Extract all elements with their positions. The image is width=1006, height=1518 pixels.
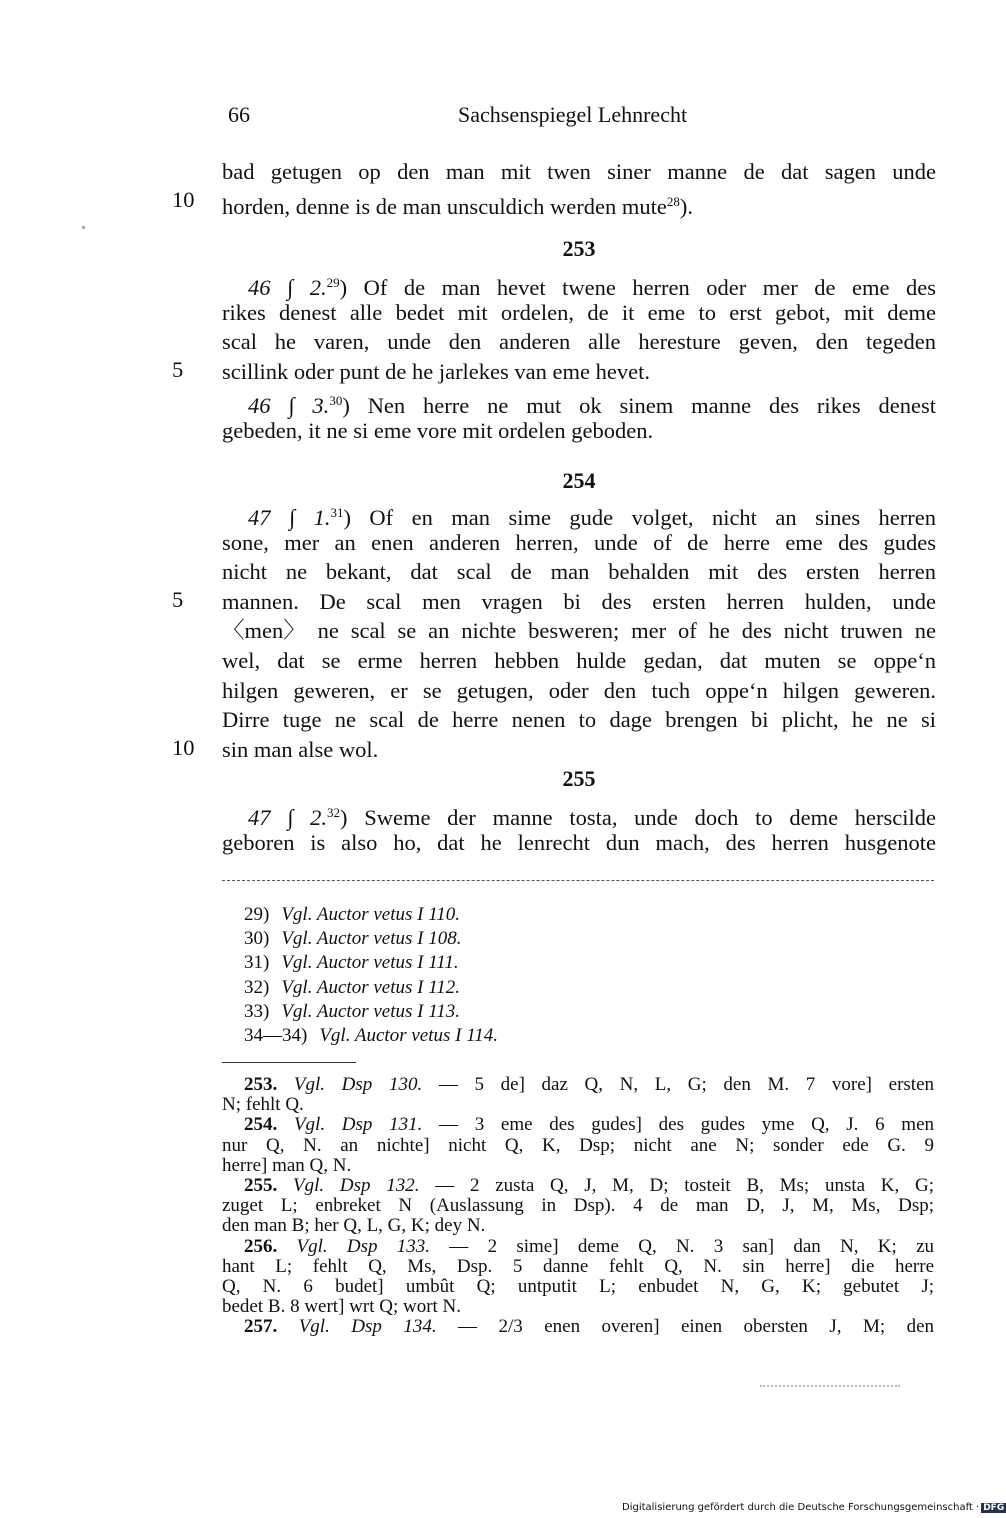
running-title: Sachsenspiegel Lehnrecht (458, 102, 688, 127)
scan-speck (82, 226, 85, 229)
section-number-253: 253 (562, 236, 596, 261)
apparatus-line: hant L; fehlt Q, Ms, Dsp. 5 danne fehlt Q, N. sin herre] die herre (222, 1255, 934, 1277)
footnote-item: 34—34) Vgl. Auctor vetus I 114. (244, 1025, 499, 1047)
footnote-marker: 32 (327, 805, 340, 820)
footnote-item: 31) Vgl. Auctor vetus I 111. (244, 952, 459, 974)
section-253-text (222, 268, 936, 446)
text-line: 47 ∫ 1.31) Of en man sime gude volget, nicht an sines herren (248, 505, 936, 530)
footnote-marker: 31 (330, 505, 344, 520)
section-255-text (222, 798, 936, 857)
apparatus-line: herre] man Q, N. (222, 1154, 352, 1176)
text-line: geboren is also ho, dat he lenrecht dun mach, des herren husgenote (222, 829, 936, 855)
text-line: wel, dat se erme herren hebben hulde gedan, dat muten se oppe‘n (222, 647, 936, 673)
apparatus-line: 256. Vgl. Dsp 133. — 2 sime] deme Q, N. 3 san] dan N, K; zu (244, 1235, 935, 1257)
footnote-item: 33) Vgl. Auctor vetus I 113. (244, 1000, 461, 1022)
text-line: Dirre tuge ne scal de herre nenen to dage brengen bi plicht, he ne si (222, 707, 936, 733)
line-number: 10 (172, 735, 195, 760)
dfg-logo: DFG (983, 1503, 1005, 1513)
footnote-item: 30) Vgl. Auctor vetus I 108. (244, 928, 462, 950)
footnote-divider (222, 880, 934, 881)
text-line: bad getugen op den man mit twen siner manne de dat sagen unde (222, 159, 936, 184)
apparatus-line: zuget L; enbreket N (Auslassung in Dsp). 4 de man D, J, M, Ms, Dsp; (222, 1195, 934, 1217)
footnotes (244, 903, 498, 1048)
text-line: horden, denne is de man unsculdich werden mute$^{28}$). (222, 193, 693, 219)
footnote-marker: 30 (329, 393, 343, 409)
text-line: 46 ∫ 2.29) Of de man hevet twene herren oder mer de eme des (248, 275, 937, 300)
text-line: rikes denest alle bedet mit ordelen, de it eme to erst gebot, mit deme (222, 299, 936, 325)
text-line: 〈men〉 ne scal se an nichte besweren; mer of he des nicht truwen ne (222, 618, 936, 644)
apparatus-line: 257. Vgl. Dsp 134. — 2/3 enen overen] einen obersten J, M; den (244, 1316, 935, 1338)
apparatus-line: Q, N. 6 budet] umbût Q; untputit L; enbudet N, G, K; gebutet J; (222, 1275, 934, 1297)
footnote-item: 29) Vgl. Auctor vetus I 110. (244, 904, 461, 925)
text-line: gebeden, it ne si eme vore mit ordelen geboden. (222, 417, 654, 443)
critical-apparatus (222, 1075, 934, 1337)
paragraph-continuation (222, 157, 936, 219)
apparatus-line: bedet B. 8 wert] wrt Q; wort N. (222, 1296, 462, 1318)
apparatus-divider (222, 1062, 356, 1063)
apparatus-line: 254. Vgl. Dsp 131. — 3 eme des gudes] des gudes yme Q, J. 6 men (244, 1114, 935, 1136)
footnote-marker: 29 (326, 275, 340, 290)
text-line: 46 ∫ 3.30) Nen herre ne mut ok sinem manne des rikes denest (248, 393, 936, 419)
apparatus-line: nur Q, N. an nichte] nicht Q, K, Dsp; nicht ane N; sonder ede G. 9 (222, 1134, 934, 1156)
text-line: mannen. De scal men vragen bi des ersten herren hulden, unde (222, 588, 936, 614)
line-number: 10 (172, 187, 195, 212)
footer-text: Digitalisierung gefördert durch die Deutsche Forschungsgemeinschaft · (622, 1502, 980, 1513)
page-number: 66 (228, 102, 250, 127)
scan-dots (760, 1385, 900, 1387)
running-header (228, 102, 934, 132)
line-number: 5 (172, 357, 184, 382)
text-line: hilgen geweren, er se getugen, oder den tuch oppe‘n hilgen geweren. (222, 677, 936, 703)
apparatus-line: 255. Vgl. Dsp 132. — 2 zusta Q, J, M, D; tosteit B, Ms; unsta K, G; (244, 1174, 935, 1196)
digitization-footer (622, 1502, 1006, 1513)
apparatus-line: 253. Vgl. Dsp 130. — 5 de] daz Q, N, L, G; den M. 7 vore] ersten (244, 1074, 935, 1095)
footnote-marker: 28 (666, 193, 680, 209)
text-line: nicht ne bekant, dat scal de man behalden mit des ersten herren (222, 559, 936, 585)
line-number: 5 (172, 587, 184, 612)
section-number-254: 254 (562, 468, 596, 493)
text-line: sin man alse wol. (222, 736, 379, 762)
text-line: scillink oder punt de he jarlekes van eme hevet. (222, 358, 650, 384)
apparatus-line: N; fehlt Q. (222, 1094, 304, 1116)
section-number-255: 255 (562, 766, 596, 791)
text-line: scal he varen, unde den anderen alle heresture geven, den tegeden (222, 329, 936, 355)
text-line: sone, mer an enen anderen herren, unde of de herre eme des gudes (222, 529, 936, 555)
section-254-text (222, 498, 936, 764)
footnote-item: 32) Vgl. Auctor vetus I 112. (244, 976, 461, 998)
apparatus-line: den man B; her Q, L, G, K; dey N. (222, 1215, 486, 1237)
text-line: 47 ∫ 2.32) Sweme der manne tosta, unde doch to deme herscilde (248, 805, 936, 830)
